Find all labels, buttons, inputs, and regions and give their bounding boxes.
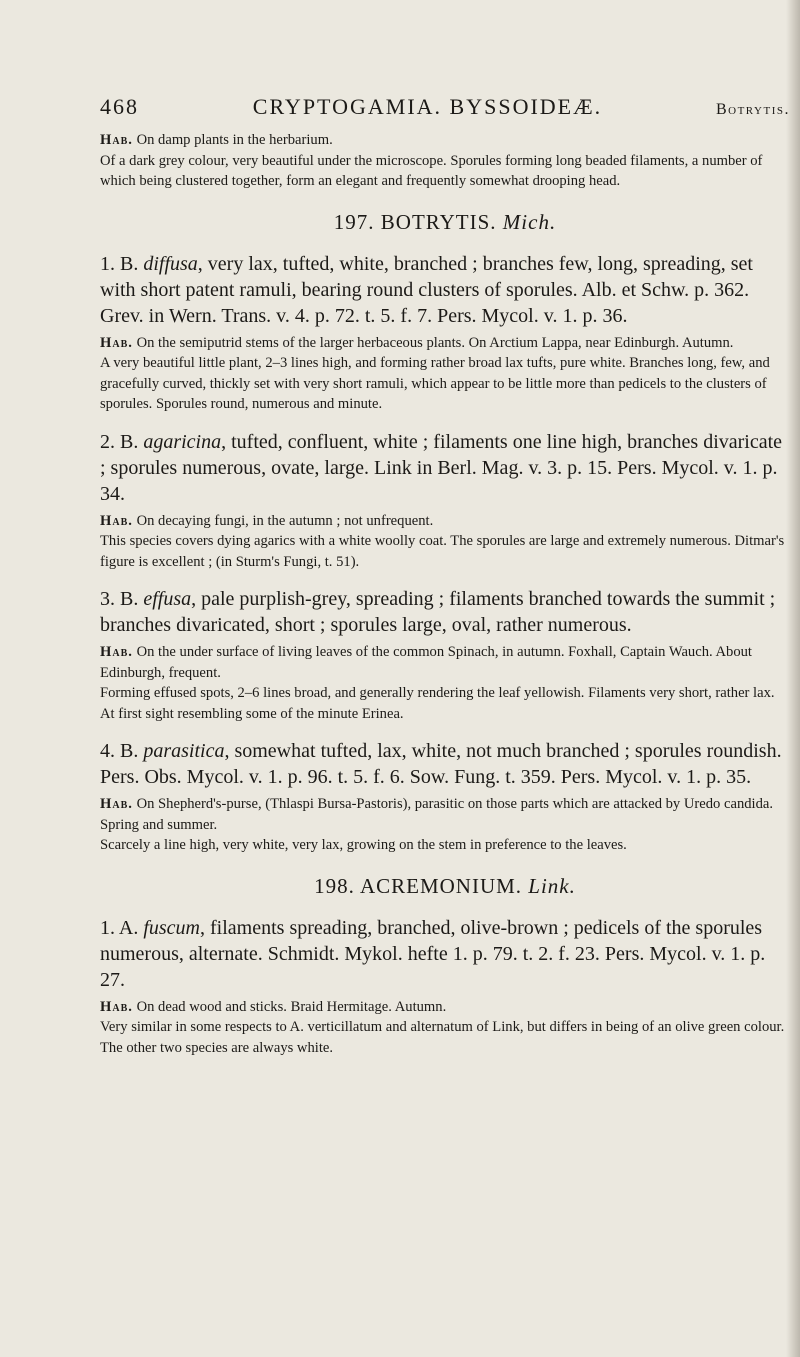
species-name: parasitica	[143, 740, 225, 762]
species-name: diffusa	[143, 252, 198, 275]
species-number: 1. B.	[100, 252, 139, 275]
species-text: , tufted, confluent, white ; filaments one line high, branches divaricate ; sporules numerous, ovate, large. Link in Berl. Mag. v. 3. p. 15. Pers. Mycol. v. 1. p. 34.	[100, 430, 783, 505]
species-text: , very lax, tufted, white, branched ; branches few, long, spreading, set with short patent ramuli, bearing round clusters of sporules. Alb. et Schw. p. 362. Grev. in Wern. Trans. v. 4. p. 72. t. 5. f. 7. Pers. Mycol. v. 1. p. 36.	[100, 252, 753, 327]
species-entry	[100, 429, 790, 507]
species-text: , somewhat tufted, lax, white, not much branched ; sporules roundish. Pers. Obs. Mycol. v. 1. p. 96. t. 5. f. 6. Sow. Fung. t. 359. Pers. Mycol. v. 1. p. 35.	[100, 740, 782, 788]
hab-text: On decaying fungi, in the autumn ; not unfrequent.	[136, 512, 434, 529]
hab-label: Hab.	[100, 998, 133, 1015]
hab-label: Hab.	[100, 334, 133, 351]
species-description: Very similar in some respects to A. verticillatum and alternatum of Link, but differs in being of an olive green colour. The other two species are always white.	[100, 1019, 785, 1056]
species-entry	[100, 251, 790, 329]
genus-title: 197. BOTRYTIS.	[333, 209, 497, 234]
intro-description: Of a dark grey colour, very beautiful under the microscope. Sporules forming long beaded filaments, a number of which being clustered together, form an elegant and frequently somewhat drooping head.	[100, 152, 763, 189]
hab-text: On damp plants in the herbarium.	[136, 132, 333, 148]
species-name: effusa	[143, 588, 192, 610]
intro-habitat	[100, 130, 790, 151]
page-number: 468	[100, 94, 139, 119]
genus-heading-botrytis	[100, 210, 790, 235]
species-description: Scarcely a line high, very white, very lax, growing on the stem in preference to the leaves.	[100, 837, 627, 853]
species-name: agaricina	[143, 430, 222, 453]
species-description: This species covers dying agarics with a white woolly coat. The sporules are large and extremely numerous. Ditmar's figure is excellent ; (in Sturm's Fungi, t. 51).	[100, 533, 785, 570]
page-content	[100, 94, 790, 1058]
species-description: Forming effused spots, 2–6 lines broad, and generally rendering the leaf yellowish. Filaments very short, rather lax. At first sight resembling some of the minute Erinea.	[100, 685, 775, 722]
genus-title: 198. ACREMONIUM.	[314, 873, 523, 898]
species-entry	[100, 738, 790, 790]
hab-label: Hab.	[100, 644, 133, 660]
species-text: , filaments spreading, branched, olive-brown ; pedicels of the sporules numerous, alternate. Schmidt. Mykol. hefte 1. p. 79. t. 2. f. 23. Pers. Mycol. v. 1. p. 27.	[100, 916, 766, 991]
genus-authority: Mich.	[502, 209, 557, 234]
species-number: 4. B.	[100, 740, 139, 762]
species-number: 1. A.	[100, 916, 139, 939]
hab-label: Hab.	[100, 512, 133, 529]
genus-authority: Link.	[528, 873, 576, 898]
species-number: 2. B.	[100, 430, 139, 453]
species-entry	[100, 586, 790, 638]
genus-heading-acremonium	[100, 874, 790, 899]
hab-text: On dead wood and sticks. Braid Hermitage. Autumn.	[136, 998, 447, 1015]
species-name: fuscum	[143, 916, 201, 939]
species-entry	[100, 915, 790, 993]
species-habitat	[100, 794, 790, 835]
species-habitat	[100, 997, 790, 1018]
hab-label: Hab.	[100, 796, 133, 812]
hab-text: On the under surface of living leaves of the common Spinach, in autumn. Foxhall, Captain Wauch. About Edinburgh, frequent.	[100, 644, 752, 681]
hab-text: On Shepherd's-purse, (Thlaspi Bursa-Pastoris), parasitic on those parts which are attacked by Uredo candida. Spring and summer.	[100, 796, 774, 833]
species-habitat	[100, 511, 790, 532]
species-habitat	[100, 333, 790, 354]
running-header	[100, 94, 790, 120]
hab-label: Hab.	[100, 132, 133, 148]
species-habitat	[100, 642, 790, 683]
species-number: 3. B.	[100, 588, 139, 610]
running-title: CRYPTOGAMIA. BYSSOIDEÆ.	[252, 94, 603, 119]
species-description: A very beautiful little plant, 2–3 lines high, and forming rather broad lax tufts, pure white. Branches long, few, and gracefully curved, thickly set with very short ramuli, which appear to be little more than pedicels to the clusters of sporules. Sporules round, numerous and minute.	[100, 355, 770, 412]
hab-text: On the semiputrid stems of the larger herbaceous plants. On Arctium Lappa, near Edinburgh. Autumn.	[136, 334, 734, 351]
species-text: , pale purplish-grey, spreading ; filaments branched towards the summit ; branches divaricated, short ; sporules large, oval, rather numerous.	[100, 588, 776, 636]
section-name: Botrytis.	[715, 101, 790, 118]
